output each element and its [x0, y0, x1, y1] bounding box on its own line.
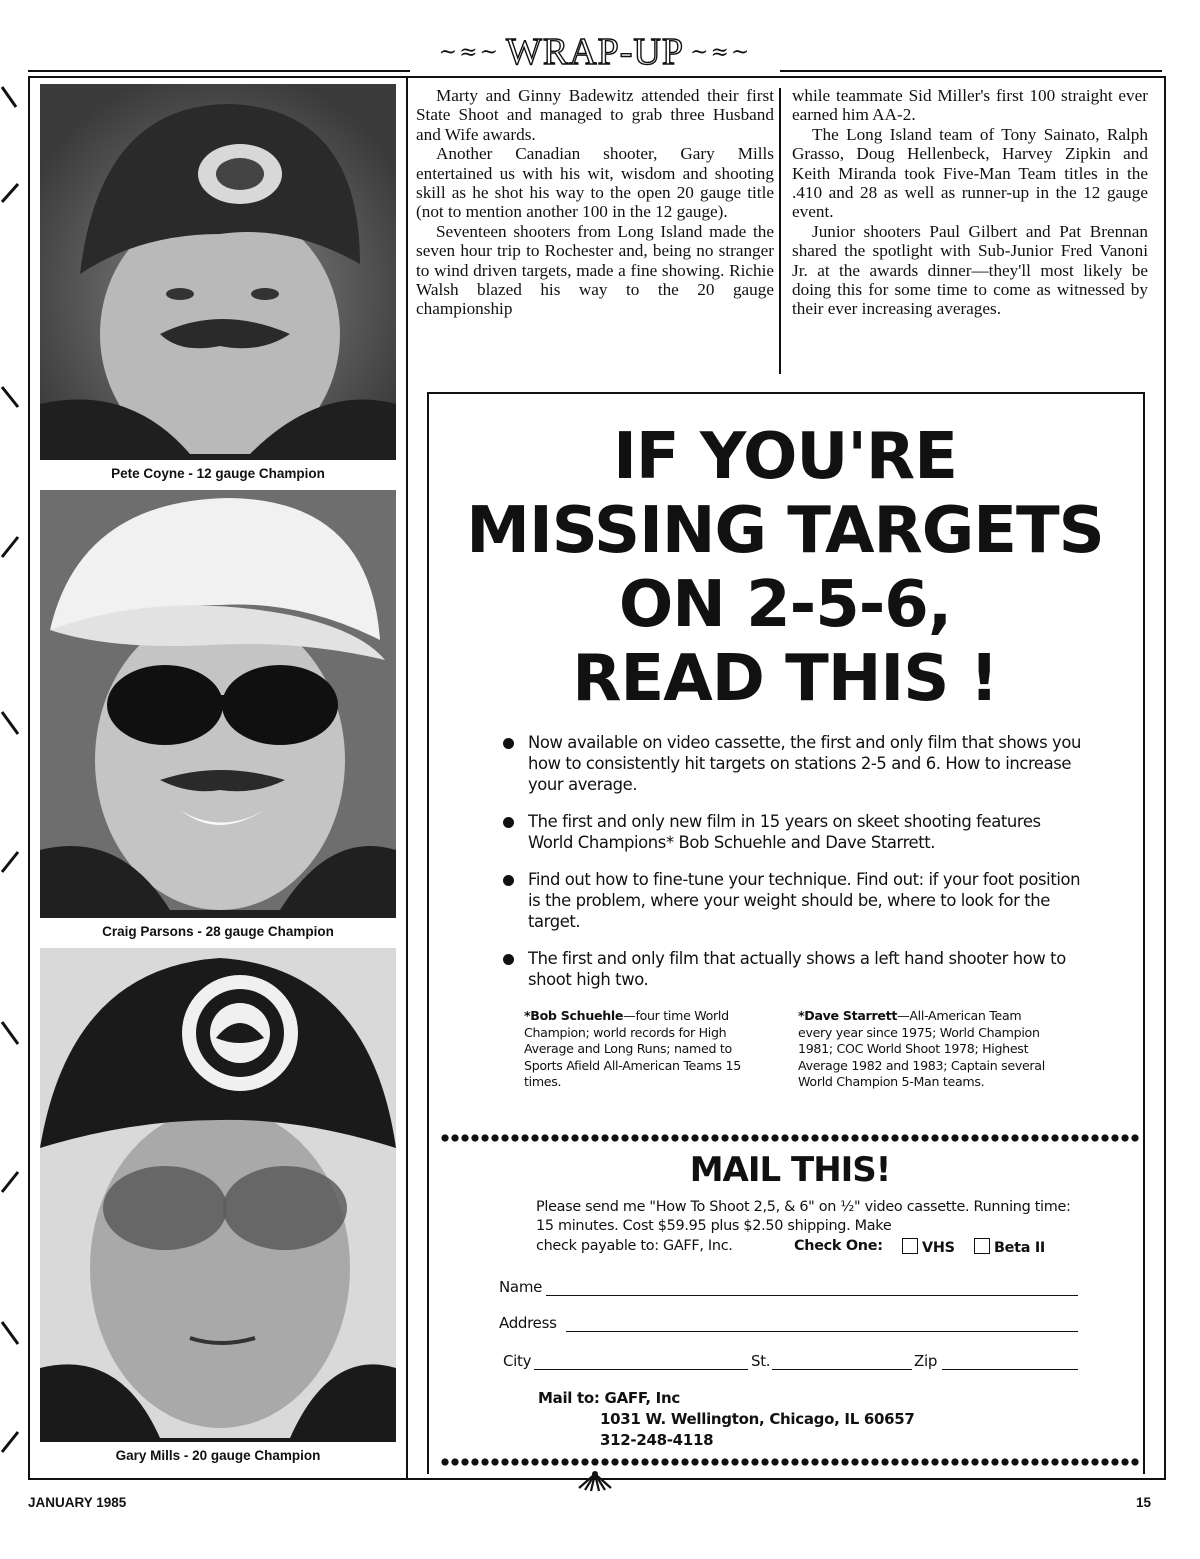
- name-field[interactable]: [546, 1295, 1078, 1296]
- section-title: WRAP-UP: [505, 31, 685, 73]
- binding-mark: [0, 850, 22, 876]
- mail-to-label: Mail to: GAFF, Inc: [538, 1389, 680, 1407]
- option-label: VHS: [922, 1240, 955, 1256]
- option-label: Beta II: [994, 1240, 1045, 1256]
- state-field[interactable]: [772, 1369, 912, 1370]
- mail-to-street: 1031 W. Wellington, Chicago, IL 60657: [600, 1410, 915, 1428]
- city-field[interactable]: [534, 1369, 748, 1370]
- beta-option[interactable]: [974, 1238, 1045, 1256]
- binding-mark: [0, 1020, 22, 1046]
- dotted-cut-line: [440, 1132, 1140, 1144]
- bullet-text: Now available on video cassette, the first and only film that shows you how to consistently hit targets on stations 2-5 and 6. How to increase your average.: [528, 733, 1081, 794]
- article-paragraph: Seventeen shooters from Long Island made the seven hour trip to Rochester and, being no stranger to wind driven targets, made a fine showing. Richie Walsh blazed his way to the 20 gauge championship: [416, 221, 774, 319]
- header-ornament-left: ~≈~: [438, 39, 500, 65]
- bio-name: *Bob Schuehle: [524, 1008, 624, 1023]
- article-paragraph: Another Canadian shooter, Gary Mills entertained us with his wit, wisdom and shooting skill as he shot his way to the open 20 gauge title (not to mention another 100 in the 12 gauge).: [416, 144, 774, 222]
- binding-mark: [0, 385, 22, 411]
- address-field[interactable]: [566, 1331, 1078, 1332]
- list-item: [500, 732, 1090, 795]
- portrait-image: [40, 84, 396, 460]
- article-column-1: [416, 86, 774, 319]
- vhs-option[interactable]: [902, 1238, 955, 1256]
- portrait-image: [40, 948, 396, 1442]
- headline-line: READ THIS !: [572, 642, 998, 716]
- address-label: Address: [499, 1314, 557, 1332]
- bullet-icon: [503, 875, 514, 886]
- binding-mark: [0, 1430, 22, 1456]
- headline-line: ON 2-5-6,: [618, 568, 952, 642]
- bio-text: —All-American Team every year since 1975; World Champion 1981; COC World Shoot 1978; Highest Average 1982 and 1983; Captain several World Champion 5-Man teams.: [798, 1008, 1045, 1090]
- bullet-icon: [503, 817, 514, 828]
- binding-mark: [0, 1170, 22, 1196]
- bio-bob-schuehle: [524, 1008, 774, 1091]
- column-divider: [406, 76, 408, 1478]
- list-item: [500, 869, 1090, 932]
- payable-to-text: check payable to: GAFF, Inc.: [536, 1238, 733, 1254]
- coupon-title: MAIL THIS!: [689, 1150, 891, 1190]
- coupon-instructions: Please send me "How To Shoot 2,5, & 6" on ½" video cassette. Running time: 15 minutes. Cost $59.95 plus $2.50 shipping. Make: [536, 1199, 1071, 1234]
- header-rule-left: [28, 70, 410, 72]
- photo-block: [40, 490, 396, 939]
- bullet-icon: [503, 954, 514, 965]
- format-choice-row: [536, 1238, 1096, 1254]
- header-rule-right: [780, 70, 1162, 72]
- page-number: 15: [1136, 1495, 1152, 1510]
- zip-field[interactable]: [942, 1369, 1078, 1370]
- check-one-label: Check One:: [794, 1238, 883, 1254]
- photo-caption: Craig Parsons - 28 gauge Champion: [102, 924, 334, 939]
- headline-line: IF YOU'RE: [613, 420, 957, 494]
- bullet-icon: [503, 738, 514, 749]
- dotted-cut-line: [440, 1456, 1140, 1468]
- list-item: [500, 811, 1090, 853]
- bio-name: *Dave Starrett: [798, 1008, 898, 1023]
- photo-craig-parsons: [40, 490, 396, 918]
- vhs-checkbox[interactable]: [902, 1238, 918, 1254]
- article-paragraph: The Long Island team of Tony Sainato, Ralph Grasso, Doug Hellenbeck, Harvey Zipkin and Keith Miranda took Five-Man Team titles in the .410 and 28 as well as runner-up in the 12 gauge event.: [792, 124, 1148, 222]
- bullet-text: Find out how to fine-tune your technique. Find out: if your foot position is the problem, where your weight should be, where to look for the target.: [528, 870, 1081, 931]
- binding-mark: [0, 1320, 22, 1346]
- bullet-text: The first and only film that actually shows a left hand shooter how to shoot high two.: [528, 949, 1066, 989]
- state-label: St.: [751, 1352, 771, 1370]
- section-header: [410, 30, 780, 74]
- photo-block: [40, 948, 396, 1463]
- bullet-text: The first and only new film in 15 years on skeet shooting features World Champions* Bob Schuehle and Dave Starrett.: [528, 812, 1041, 852]
- photo-gary-mills: [40, 948, 396, 1442]
- zip-label: Zip: [914, 1352, 938, 1370]
- beta-checkbox[interactable]: [974, 1238, 990, 1254]
- article-column-2: [792, 86, 1148, 319]
- binding-mark: [0, 535, 22, 561]
- ad-bullet-list: [500, 732, 1090, 1006]
- ad-headline: [440, 420, 1130, 716]
- photo-pete-coyne: [40, 84, 396, 460]
- article-paragraph: Junior shooters Paul Gilbert and Pat Brennan shared the spotlight with Sub-Junior Fred Vanoni Jr. at the awards dinner—they'll most likely be doing this for some time to come as witnessed by their ever increasing averages.: [792, 221, 1148, 319]
- city-label: City: [503, 1352, 532, 1370]
- mail-to-phone: 312-248-4118: [600, 1431, 714, 1449]
- binding-mark: [0, 180, 22, 206]
- name-label: Name: [499, 1278, 543, 1296]
- bio-text: —four time World Champion; world records for High Average and Long Runs; named to Sports Afield All-American Teams 15 times.: [524, 1008, 741, 1090]
- article-paragraph: while teammate Sid Miller's first 100 straight ever earned him AA-2.: [792, 86, 1148, 125]
- photo-block: [40, 84, 396, 481]
- binding-mark: [0, 710, 22, 736]
- issue-date: JANUARY 1985: [28, 1495, 127, 1510]
- binding-mark: [0, 85, 22, 111]
- photo-caption: Gary Mills - 20 gauge Champion: [115, 1448, 321, 1463]
- bio-dave-starrett: [798, 1008, 1058, 1091]
- photo-caption: Pete Coyne - 12 gauge Champion: [111, 466, 325, 481]
- portrait-image: [40, 490, 396, 918]
- header-ornament-right: ~≈~: [690, 39, 752, 65]
- headline-line: MISSING TARGETS: [466, 494, 1104, 568]
- list-item: [500, 948, 1090, 990]
- mailing-address: [538, 1388, 915, 1451]
- article-paragraph: Marty and Ginny Badewitz attended their first State Shoot and managed to grab three Husband and Wife awards.: [416, 86, 774, 144]
- text-column-rule: [779, 88, 781, 374]
